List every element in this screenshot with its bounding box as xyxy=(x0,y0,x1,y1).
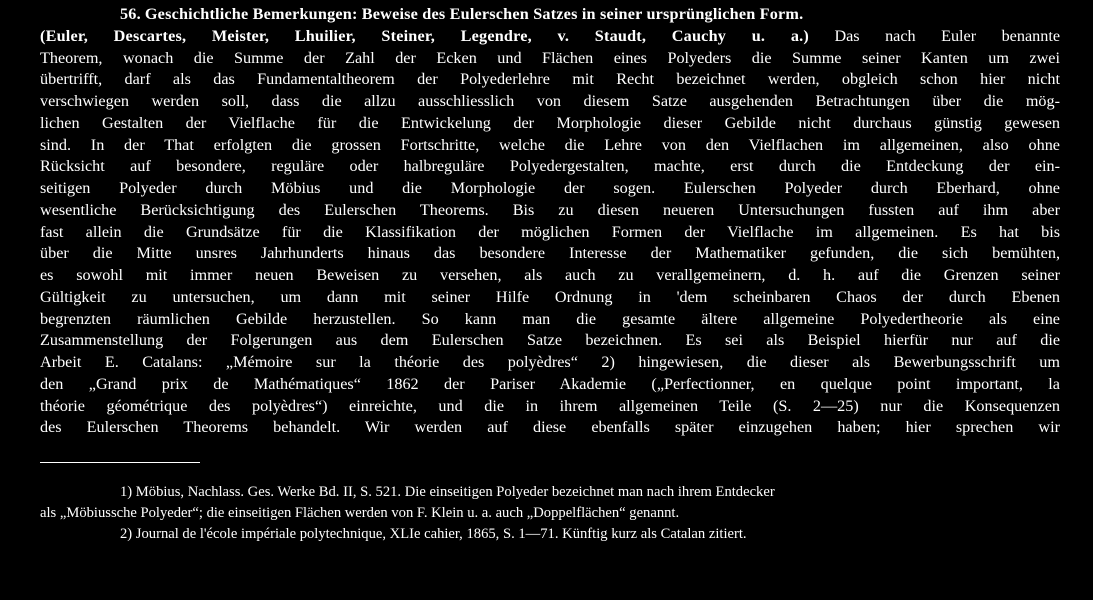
paragraph-line: es sowohl mit immer neuen Beweisen zu versehen, als auch zu verallgemeinern, d. h. auf die Grenzen seiner xyxy=(40,266,1060,284)
section-title-continued: (Euler, Descartes, Meister, Lhuilier, Steiner, Legendre, v. Staudt, Cauchy u. a.) xyxy=(40,26,809,45)
paragraph-line: Zusammenstellung der Folgerungen aus dem Eulerschen Satze bezeichnen. Es sei als Beispiel hierfür nur auf die xyxy=(40,331,1060,350)
paragraph-line: Theorem, wonach die Summe der Zahl der Ecken und Flächen eines Polyeders die Summe seiner Kanten um zwei xyxy=(40,48,1060,67)
footnotes xyxy=(40,482,1060,545)
paragraph-line: den „Grand prix de Mathématiques“ 1862 der Pariser Akademie („Perfectionner, en quelque point important, la xyxy=(40,374,1060,393)
paragraph-line: sind. In der That erfolgten die grossen Fortschritte, welche die Lehre von den Vielflachen im allgemeinen, also ohne xyxy=(40,135,1060,154)
paragraph-line: théorie géométrique des polyèdres“) einreichte, und die in ihrem allgemeinen Teile (S. 2—25) nur die Konsequenzen xyxy=(40,396,1060,415)
paragraph-line: Rücksicht auf besondere, reguläre oder halbreguläre Polyedergestalten, machte, erst durch die Entdeckung der ein- xyxy=(40,157,1060,176)
paragraph-text: Das nach Euler benannte xyxy=(834,26,1060,45)
document-page xyxy=(40,4,1060,439)
paragraph-line: wesentliche Berücksichtigung des Eulerschen Theorems. Bis zu diesen neueren Untersuchungen fussten auf ihm aber xyxy=(40,200,1060,219)
paragraph-line: Arbeit E. Catalans: „Mémoire sur la théorie des polyèdres“ 2) hingewiesen, die dieser als Bewerbungsschrift um xyxy=(40,353,1060,371)
paragraph-line: lichen Gestalten der Vielflache für die Entwickelung der Morphologie dieser Gebilde nicht durchaus günstig gewesen xyxy=(40,113,1060,132)
section-heading-line xyxy=(40,4,1060,26)
paragraph-line: begrenzten räumlichen Gebilde herzustellen. So kann man die gesamte ältere allgemeine Polyedertheorie als eine xyxy=(40,309,1060,328)
paragraph-line: verschwiegen werden soll, dass die allzu ausschliesslich von diesem Satze ausgehenden Betrachtungen über die mög- xyxy=(40,92,1060,110)
paragraph-line: übertrifft, darf als das Fundamentaltheorem der Polyederlehre mit Recht bezeichnet werden, obgleich schon hier nicht xyxy=(40,70,1060,89)
paragraph-line xyxy=(40,26,1060,48)
paragraph-line: Gültigkeit zu untersuchen, um dann mit seiner Hilfe Ordnung in 'dem scheinbaren Chaos der durch Ebenen xyxy=(40,287,1060,306)
footnote-1: 1) Möbius, Nachlass. Ges. Werke Bd. II, S. 521. Die einseitigen Polyeder bezeichnet man nach ihrem Entdecker xyxy=(120,484,775,500)
paragraph-line: fast allein die Grundsätze für die Klassifikation der möglichen Formen der Vielflache im allgemeinen. Es hat bis xyxy=(40,222,1060,241)
footnote-divider xyxy=(40,462,200,463)
footnote-2: 2) Journal de l'école impériale polytechnique, XLIe cahier, 1865, S. 1—71. Künftig kurz als Catalan zitiert. xyxy=(120,526,747,542)
paragraph-line: seitigen Polyeder durch Möbius und die Morphologie der sogen. Eulerschen Polyeder durch Eberhard, ohne xyxy=(40,179,1060,197)
paragraph-line: über die Mitte unsres Jahrhunderts hinaus das besondere Interesse der Mathematiker gefunden, die sich bemühten, xyxy=(40,244,1060,263)
paragraph-line: des Eulerschen Theorems behandelt. Wir werden auf diese ebenfalls später einzugehen haben; hier sprechen wir xyxy=(40,418,1060,437)
footnote-1-continued: als „Möbiussche Polyeder“; die einseitigen Flächen werden von F. Klein u. a. auch „Doppelflächen“ genannt. xyxy=(40,505,680,521)
section-title: Geschichtliche Bemerkungen: Beweise des Eulerschen Satzes in seiner ursprünglichen Form. xyxy=(144,5,804,23)
section-number: 56. xyxy=(120,5,141,23)
